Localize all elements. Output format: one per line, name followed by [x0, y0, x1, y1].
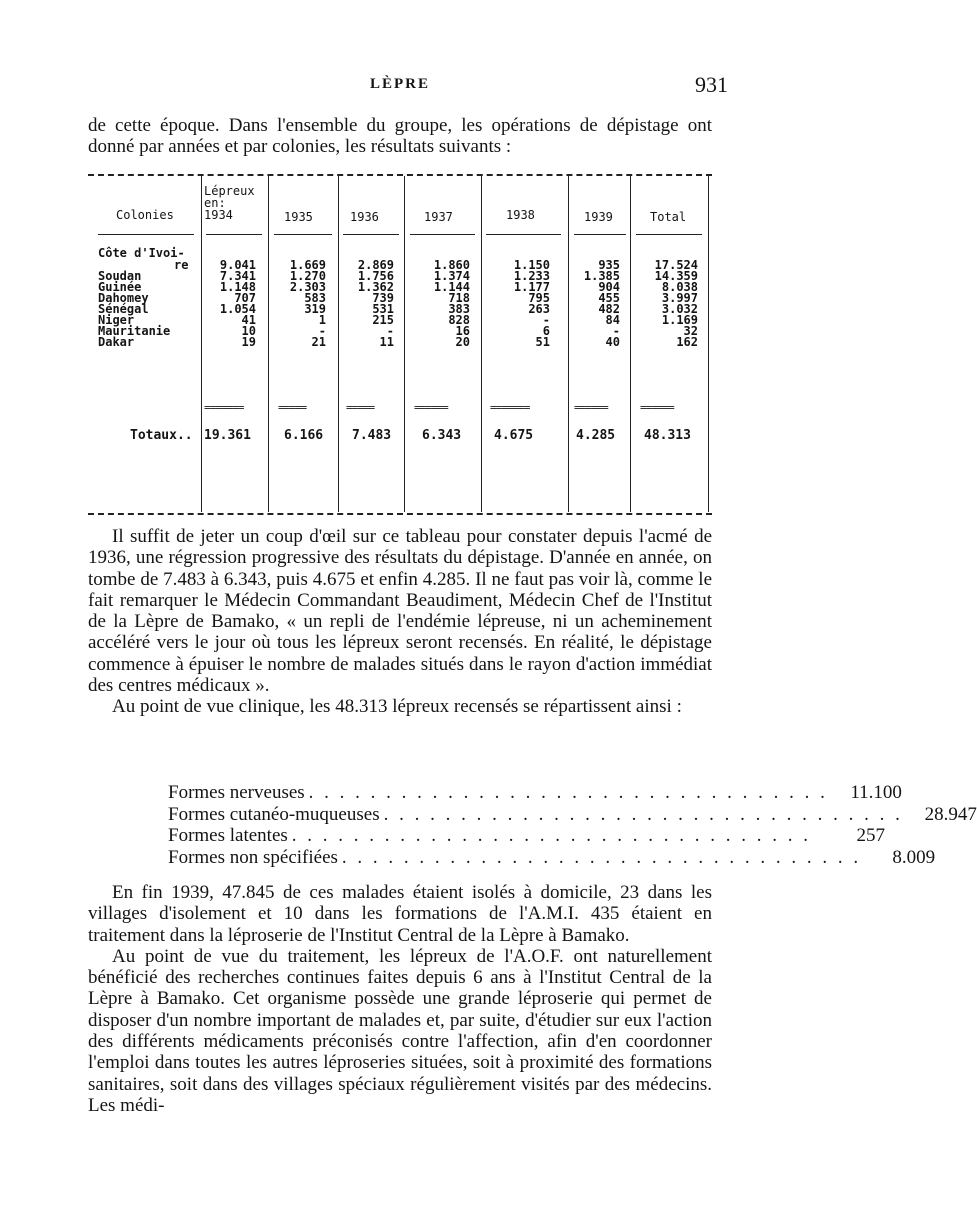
separator: =====: [278, 401, 307, 414]
total-value: 7.483: [352, 428, 392, 443]
analysis-paragraphs: [88, 526, 712, 718]
intro-paragraph: [88, 115, 712, 158]
table-cell: 2.303: [289, 280, 326, 294]
table-cell: 84: [605, 313, 620, 327]
header-total: Total: [650, 210, 687, 224]
table-cell: 14.359: [654, 269, 698, 283]
header-en: en:: [204, 196, 226, 210]
separator: ======: [414, 401, 448, 414]
table-cell: 1.169: [661, 313, 698, 327]
colony-name: Côte d'Ivoi-: [98, 246, 185, 260]
table-cell: 1.148: [219, 280, 256, 294]
table-cell: 40: [605, 335, 620, 349]
table-cell: 482: [598, 302, 620, 316]
header-year: 1935: [284, 210, 313, 224]
table-top-rule: [88, 174, 712, 176]
table-cell: 1.669: [289, 258, 326, 272]
table-cell: 11: [379, 335, 394, 349]
table-cell: 9.041: [219, 258, 256, 272]
colony-name: Sénégal: [98, 302, 149, 316]
separator: ======: [640, 401, 674, 414]
form-label: Formes latentes: [168, 825, 288, 846]
table-cell: 7.341: [219, 269, 256, 283]
leader-dots: . . . . . . . . . . . . . . . . . . . . . . . . . . . . . . . . . .: [291, 825, 812, 846]
table-cell: 828: [448, 313, 470, 327]
table-cell: 21: [311, 335, 326, 349]
col-divider: [268, 176, 269, 512]
table-cell: 1.233: [513, 269, 550, 283]
total-value: 6.343: [422, 428, 462, 443]
header-underline: [206, 234, 262, 235]
header-underline: [410, 234, 475, 235]
table-cell: 1.270: [289, 269, 326, 283]
table-cell: 531: [372, 302, 394, 316]
leader-dots: . . . . . . . . . . . . . . . . . . . . . . . . . . . . . . . . . .: [341, 846, 862, 868]
table-cell: 41: [241, 313, 256, 327]
paragraph: Il suffit de jeter un coup d'œil sur ce tableau pour constater depuis l'acmé de 1936, une régression progressive des résultats du dépistage. D'année en année, on tombe de 7.483 à 6.343, puis 4.675 et enfin 4.285. Il ne faut pas voir là, comme le fait remarquer le Médecin Commandant Beaudiment, Médecin Chef de l'Institut de la Lèpre de Bamako, « un repli de l'endémie lépreuse, ni un acheminement accéléré vers le jour où tous les lépreux seront recensés. En réalité, le dépistage commence à épuiser le nombre de malades situés dans le rayon d'action immédiat des centres médicaux ».: [88, 526, 712, 697]
header-underline: [486, 234, 561, 235]
form-value: 257: [856, 825, 886, 846]
total-value: 19.361: [204, 428, 251, 443]
table-cell: -: [612, 324, 620, 338]
table-cell: 1.150: [513, 258, 550, 272]
col-divider: [338, 176, 339, 512]
col-divider: [568, 176, 569, 512]
leader-dots: . . . . . . . . . . . . . . . . . . . . . . . . . . . . . . . . . .: [308, 782, 828, 803]
col-divider: [630, 176, 631, 512]
form-value: 11.100: [850, 782, 902, 803]
table-cell: 904: [598, 280, 620, 294]
table-cell: 1.362: [357, 280, 394, 294]
table-cell: 1.374: [433, 269, 470, 283]
table-cell: 6: [542, 324, 550, 338]
treatment-paragraphs: [88, 882, 712, 1116]
header-underline: [98, 234, 194, 235]
table-cell: 17.524: [654, 258, 698, 272]
list-item: [168, 846, 936, 869]
colony-name: Dahomey: [98, 291, 149, 305]
page-number: 931: [695, 72, 728, 97]
list-item: [168, 825, 886, 847]
separator: =======: [204, 401, 244, 414]
col-divider: [708, 176, 709, 512]
table-cell: 1.177: [513, 280, 550, 294]
leader-dots: . . . . . . . . . . . . . . . . . . . . . . . . . . . . . . . . . .: [383, 803, 903, 825]
form-value: 28.947: [924, 803, 977, 825]
table-cell: 32: [683, 324, 698, 338]
separator: =====: [346, 401, 375, 414]
colony-name: re: [174, 258, 189, 272]
paragraph: Au point de vue clinique, les 48.313 lépreux recensés se répartissent ainsi :: [112, 696, 682, 718]
table-cell: 20: [455, 335, 470, 349]
form-label: Formes cutanéo-muqueuses: [168, 803, 380, 825]
colony-name: Soudan: [98, 269, 142, 283]
table-cell: 455: [598, 291, 620, 305]
totals-label: Totaux..: [130, 428, 193, 443]
table-cell: -: [318, 324, 326, 338]
separator: ======: [574, 401, 608, 414]
table-cell: 383: [448, 302, 470, 316]
list-item: [168, 782, 902, 804]
table-cell: 3.032: [661, 302, 698, 316]
total-value: 48.313: [644, 428, 691, 443]
table-cell: 1.144: [433, 280, 470, 294]
separator: =======: [490, 401, 530, 414]
paragraph: En fin 1939, 47.845 de ces malades étaient isolés à domicile, 23 dans les villages d'isolement et 10 dans les formations de l'A.M.I. 435 étaient en traitement dans la léproserie de l'Institut Central de la Lèpre à Bamako.: [88, 882, 712, 946]
table-cell: 707: [234, 291, 256, 305]
header-year: 1936: [350, 210, 379, 224]
table-cell: 8.038: [661, 280, 698, 294]
colony-name: Guinée: [98, 280, 142, 294]
intro-text: de cette époque. Dans l'ensemble du groupe, les opérations de dépistage ont donné par années et par colonies, les résultats suivants :: [88, 115, 712, 158]
table-cell: 215: [372, 313, 394, 327]
table-cell: 2.869: [357, 258, 394, 272]
table-cell: 1.054: [219, 302, 256, 316]
col-divider: [404, 176, 405, 512]
header-underline: [574, 234, 626, 235]
table-bottom-rule: [88, 513, 712, 515]
form-label: Formes non spécifiées: [168, 846, 338, 868]
table-cell: 795: [528, 291, 550, 305]
table-cell: 162: [676, 335, 698, 349]
leprosy-table: [88, 172, 712, 520]
table-cell: 1.385: [583, 269, 620, 283]
table-cell: 1: [318, 313, 326, 327]
table-cell: 718: [448, 291, 470, 305]
table-cell: 1.860: [433, 258, 470, 272]
total-value: 4.285: [576, 428, 616, 443]
header-lepreux: Lépreux: [204, 184, 255, 198]
paragraph: Au point de vue du traitement, les lépreux de l'A.O.F. ont naturellement bénéficié des recherches continues faites depuis 6 ans à l'Institut Central de la Lèpre à Bamako. Cet organisme possède une grande léproserie qui permet de disposer d'un nombre important de malades et, par suite, d'étudier sur eux l'action des différents médicaments préconisés contre l'affection, afin d'en coordonner l'emploi dans toutes les autres léproseries situées, soit à proximité des formations sanitaires, soit dans des villages spéciaux régulièrement visités par des médecins. Les médi-: [88, 945, 712, 1116]
table-cell: 263: [528, 302, 550, 316]
table-cell: -: [386, 324, 394, 338]
table-cell: 16: [455, 324, 470, 338]
table-cell: 51: [535, 335, 550, 349]
colony-name: Mauritanie: [98, 324, 171, 338]
table-cell: 583: [304, 291, 326, 305]
clinical-forms-list: [168, 782, 977, 868]
header-year: 1939: [584, 210, 613, 224]
header-underline: [343, 234, 399, 235]
header-year: 1937: [424, 210, 453, 224]
table-cell: 935: [598, 258, 620, 272]
running-title: LÈPRE: [369, 76, 430, 92]
colony-name: Dakar: [98, 335, 135, 349]
header-colonies: Colonies: [116, 208, 174, 222]
table-cell: 3.997: [661, 291, 698, 305]
total-value: 6.166: [284, 428, 324, 443]
form-label: Formes nerveuses: [168, 782, 305, 803]
table-cell: 19: [241, 335, 256, 349]
header-year-1934: 1934: [204, 208, 233, 222]
table-cell: 1.756: [357, 269, 394, 283]
colony-name: Niger: [98, 313, 135, 327]
table-cell: -: [542, 313, 550, 327]
table-cell: 319: [304, 302, 326, 316]
list-item: [168, 803, 977, 826]
col-divider: [481, 176, 482, 512]
form-value: 8.009: [892, 846, 936, 868]
header-year: 1938: [506, 208, 535, 222]
table-cell: 739: [372, 291, 394, 305]
header-underline: [274, 234, 332, 235]
table-cell: 10: [241, 324, 256, 338]
col-divider: [201, 176, 202, 512]
total-value: 4.675: [494, 428, 534, 443]
header-underline: [636, 234, 702, 235]
